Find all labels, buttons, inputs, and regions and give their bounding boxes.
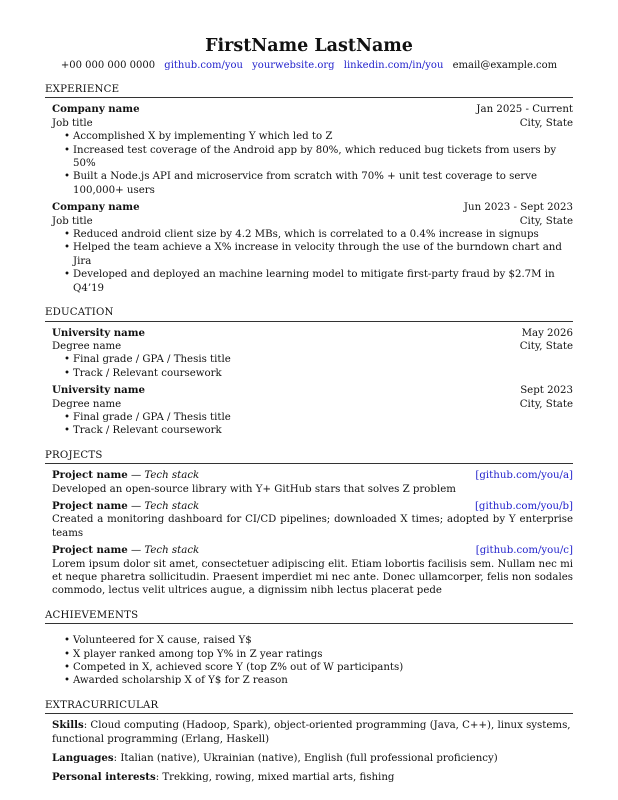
education-entry [52, 384, 573, 438]
achievement-item: • Awarded scholarship X of Y$ for Z reason [72, 674, 573, 687]
section-title-extracurricular: EXTRACURRICULAR [45, 699, 573, 714]
skills-label: Skills [52, 719, 84, 732]
date: Sept 2023 [520, 385, 573, 397]
project-name: Project name [52, 469, 128, 482]
project-description: Created a monitoring dashboard for CI/CD pipelines; downloaded X times; adopted by Y enterprise teams [52, 514, 573, 539]
languages-label: Languages [52, 752, 114, 765]
bullet: • Track / Relevant coursework [72, 424, 573, 437]
languages-text: : Italian (native), Ukrainian (native), English (full professional proficiency) [113, 753, 498, 765]
school-name: University name [52, 326, 145, 339]
location: City, State [519, 215, 573, 227]
bullet: • Helped the team achieve a X% increase in velocity through the use of the burndown chart and Jira [72, 241, 573, 268]
bullet: • Accomplished X by implementing Y which led to Z [72, 130, 573, 143]
project-link[interactable]: [github.com/you/c] [475, 545, 573, 557]
project-link[interactable]: [github.com/you/a] [475, 470, 573, 482]
project-name: Project name [52, 544, 128, 557]
section-title-achievements: ACHIEVEMENTS [45, 609, 573, 624]
achievement-item: • Volunteered for X cause, raised Y$ [72, 634, 573, 647]
bullet: • Reduced android client size by 4.2 MBs, which is correlated to a 0.4% increase in signups [72, 228, 573, 241]
degree-name: Degree name [52, 398, 122, 410]
project-entry [52, 469, 573, 496]
skills-line [52, 719, 573, 746]
achievement-item: • X player ranked among top Y% in Z year ratings [72, 648, 573, 661]
project-heading [52, 544, 199, 557]
project-description: Lorem ipsum dolor sit amet, consectetuer adipiscing elit. Etiam lobortis facilisis sem. Nullam nec mi et neque pharetra sollicitudin. Praesent imperdiet mi nec ante. Donec ullamcorper, felis non sodales commodo, lectus velit ultrices augue, a dignissim nibh lectus placerat pede [52, 558, 573, 597]
phone: +00 000 000 0000 [60, 60, 156, 71]
project-heading [52, 469, 199, 482]
bullet: • Developed and deployed an machine learning model to mitigate first-party fraud by $2.7M in Q4’19 [72, 268, 573, 295]
extracurricular-block [45, 719, 573, 785]
bullet: • Increased test coverage of the Android app by 80%, which reduced bug tickets from users by 50% [72, 144, 573, 171]
interests-line [52, 771, 573, 784]
location: City, State [519, 340, 573, 352]
degree-name: Degree name [52, 340, 122, 352]
school-name: University name [52, 384, 145, 397]
bullet: • Track / Relevant coursework [72, 367, 573, 380]
project-stack: Tech stack [144, 470, 200, 482]
project-entry [52, 500, 573, 540]
project-name: Project name [52, 499, 128, 512]
project-stack: Tech stack [144, 500, 200, 512]
company-name: Company name [52, 201, 140, 214]
project-entry [52, 544, 573, 598]
contact-line [45, 59, 573, 72]
bullet: • Built a Node.js API and microservice from scratch with 70% + unit test coverage to serve 100,000+ users [72, 170, 573, 197]
dates: Jun 2023 - Sept 2023 [463, 202, 573, 214]
skills-text: : Cloud computing (Hadoop, Spark), object-oriented programming (Java, C++), linux systems, functional programming (Erlang, Haskell) [52, 720, 571, 745]
project-heading [52, 500, 199, 513]
interests-label: Personal interests [52, 771, 156, 784]
project-sep: — [127, 500, 145, 512]
project-description: Developed an open-source library with Y+ GitHub stars that solves Z problem [52, 483, 456, 495]
education-entry [52, 327, 573, 381]
section-title-projects: PROJECTS [45, 449, 573, 464]
date: May 2026 [521, 327, 573, 339]
dates: Jan 2025 - Current [476, 104, 573, 116]
section-title-experience: EXPERIENCE [45, 83, 573, 98]
project-stack: Tech stack [144, 545, 200, 557]
location: City, State [519, 117, 573, 129]
job-title: Job title [52, 215, 93, 227]
github-link[interactable]: github.com/you [164, 60, 243, 71]
project-sep: — [127, 545, 145, 557]
location: City, State [519, 398, 573, 410]
email[interactable]: email@example.com [452, 60, 558, 71]
experience-entry [52, 103, 573, 197]
interests-text: : Trekking, rowing, mixed martial arts, fishing [155, 772, 395, 784]
achievements-list [45, 634, 573, 688]
achievement-item: • Competed in X, achieved score Y (top Z% out of W participants) [72, 661, 573, 674]
job-title: Job title [52, 117, 93, 129]
linkedin-link[interactable]: linkedin.com/in/you [343, 60, 444, 71]
experience-entry [52, 201, 573, 295]
project-sep: — [127, 470, 145, 482]
bullet: • Final grade / GPA / Thesis title [72, 353, 573, 366]
candidate-name: FirstName LastName [205, 36, 413, 56]
company-name: Company name [52, 103, 140, 116]
section-title-education: EDUCATION [45, 306, 573, 321]
languages-line [52, 752, 573, 765]
project-link[interactable]: [github.com/you/b] [474, 500, 573, 512]
bullet: • Final grade / GPA / Thesis title [72, 411, 573, 424]
website-link[interactable]: yourwebsite.org [252, 60, 335, 71]
